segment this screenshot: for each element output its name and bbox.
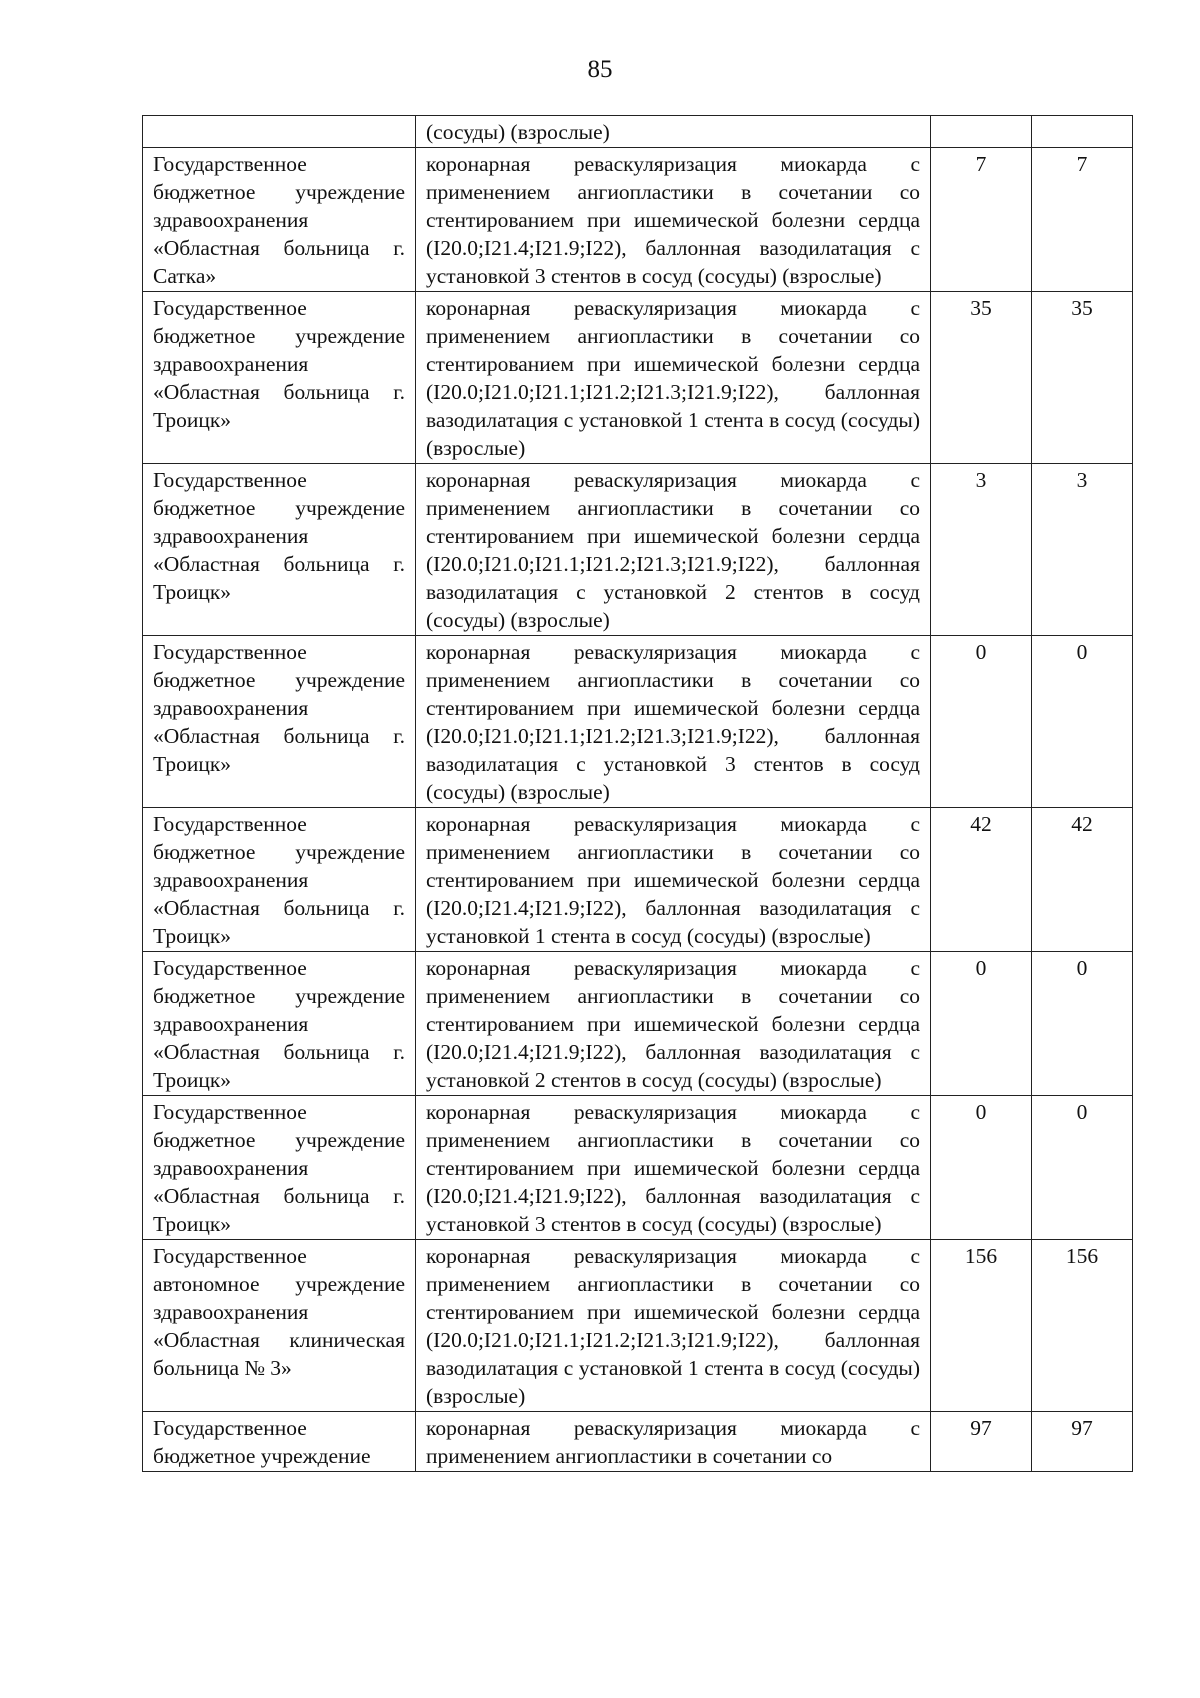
value-cell: 156 (1032, 1240, 1133, 1412)
description-cell: коронарная реваскуляризация миокарда с применением ангиопластики в сочетании со стентированием при ишемической болезни сердца (I20.0;I21.4;I21.9;I22), баллонная вазодилатация с установкой 3 стентов в сосуд (сосуды) (взрослые) (416, 148, 931, 292)
value-cell (1032, 116, 1133, 148)
description-cell: коронарная реваскуляризация миокарда с применением ангиопластики в сочетании со стентированием при ишемической болезни сердца (I20.0;I21.0;I21.1;I21.2;I21.3;I21.9;I22), баллонная вазодилатация с установкой 2 стентов в сосуд (сосуды) (взрослые) (416, 464, 931, 636)
description-cell: коронарная реваскуляризация миокарда с применением ангиопластики в сочетании со стентированием при ишемической болезни сердца (I20.0;I21.0;I21.1;I21.2;I21.3;I21.9;I22), баллонная вазодилатация с установкой 1 стента в сосуд (сосуды) (взрослые) (416, 1240, 931, 1412)
value-cell: 0 (1032, 952, 1133, 1096)
org-cell: Государственное бюджетное учреждение (143, 1412, 416, 1472)
value-cell: 156 (931, 1240, 1032, 1412)
table-row (143, 1096, 1133, 1240)
value-cell: 3 (931, 464, 1032, 636)
org-cell: Государственное бюджетное учреждение здравоохранения «Областная больница г. Троицк» (143, 292, 416, 464)
table-row (143, 1412, 1133, 1472)
value-cell: 42 (1032, 808, 1133, 952)
table-row (143, 808, 1133, 952)
description-cell: коронарная реваскуляризация миокарда с применением ангиопластики в сочетании со стентированием при ишемической болезни сердца (I20.0;I21.4;I21.9;I22), баллонная вазодилатация с установкой 1 стента в сосуд (сосуды) (взрослые) (416, 808, 931, 952)
description-cell: (сосуды) (взрослые) (416, 116, 931, 148)
description-cell: коронарная реваскуляризация миокарда с применением ангиопластики в сочетании со стентированием при ишемической болезни сердца (I20.0;I21.4;I21.9;I22), баллонная вазодилатация с установкой 2 стентов в сосуд (сосуды) (взрослые) (416, 952, 931, 1096)
description-cell: коронарная реваскуляризация миокарда с применением ангиопластики в сочетании со (416, 1412, 931, 1472)
description-cell: коронарная реваскуляризация миокарда с применением ангиопластики в сочетании со стентированием при ишемической болезни сердца (I20.0;I21.4;I21.9;I22), баллонная вазодилатация с установкой 3 стентов в сосуд (сосуды) (взрослые) (416, 1096, 931, 1240)
org-cell: Государственное бюджетное учреждение здравоохранения «Областная больница г. Троицк» (143, 636, 416, 808)
org-cell: Государственное бюджетное учреждение здравоохранения «Областная больница г. Троицк» (143, 808, 416, 952)
description-cell: коронарная реваскуляризация миокарда с применением ангиопластики в сочетании со стентированием при ишемической болезни сердца (I20.0;I21.0;I21.1;I21.2;I21.3;I21.9;I22), баллонная вазодилатация с установкой 3 стентов в сосуд (сосуды) (взрослые) (416, 636, 931, 808)
org-cell: Государственное бюджетное учреждение здравоохранения «Областная больница г. Троицк» (143, 952, 416, 1096)
value-cell: 7 (1032, 148, 1133, 292)
org-cell (143, 116, 416, 148)
value-cell: 97 (931, 1412, 1032, 1472)
org-cell: Государственное бюджетное учреждение здравоохранения «Областная больница г. Сатка» (143, 148, 416, 292)
allocation-table (142, 115, 1133, 1472)
value-cell: 0 (1032, 1096, 1133, 1240)
table-row (143, 952, 1133, 1096)
table-row (143, 116, 1133, 148)
table-row (143, 148, 1133, 292)
value-cell: 42 (931, 808, 1032, 952)
description-cell: коронарная реваскуляризация миокарда с применением ангиопластики в сочетании со стентированием при ишемической болезни сердца (I20.0;I21.0;I21.1;I21.2;I21.3;I21.9;I22), баллонная вазодилатация с установкой 1 стента в сосуд (сосуды) (взрослые) (416, 292, 931, 464)
org-cell: Государственное автономное учреждение здравоохранения «Областная клиническая больница № 3» (143, 1240, 416, 1412)
org-cell: Государственное бюджетное учреждение здравоохранения «Областная больница г. Троицк» (143, 1096, 416, 1240)
value-cell: 0 (931, 636, 1032, 808)
table-row (143, 464, 1133, 636)
value-cell: 3 (1032, 464, 1133, 636)
value-cell: 35 (931, 292, 1032, 464)
table-row (143, 636, 1133, 808)
page-number: 85 (587, 56, 613, 83)
value-cell: 35 (1032, 292, 1133, 464)
org-cell: Государственное бюджетное учреждение здравоохранения «Областная больница г. Троицк» (143, 464, 416, 636)
value-cell: 0 (931, 1096, 1032, 1240)
value-cell: 7 (931, 148, 1032, 292)
value-cell: 97 (1032, 1412, 1133, 1472)
table-row (143, 1240, 1133, 1412)
table-row (143, 292, 1133, 464)
value-cell (931, 116, 1032, 148)
value-cell: 0 (931, 952, 1032, 1096)
value-cell: 0 (1032, 636, 1133, 808)
